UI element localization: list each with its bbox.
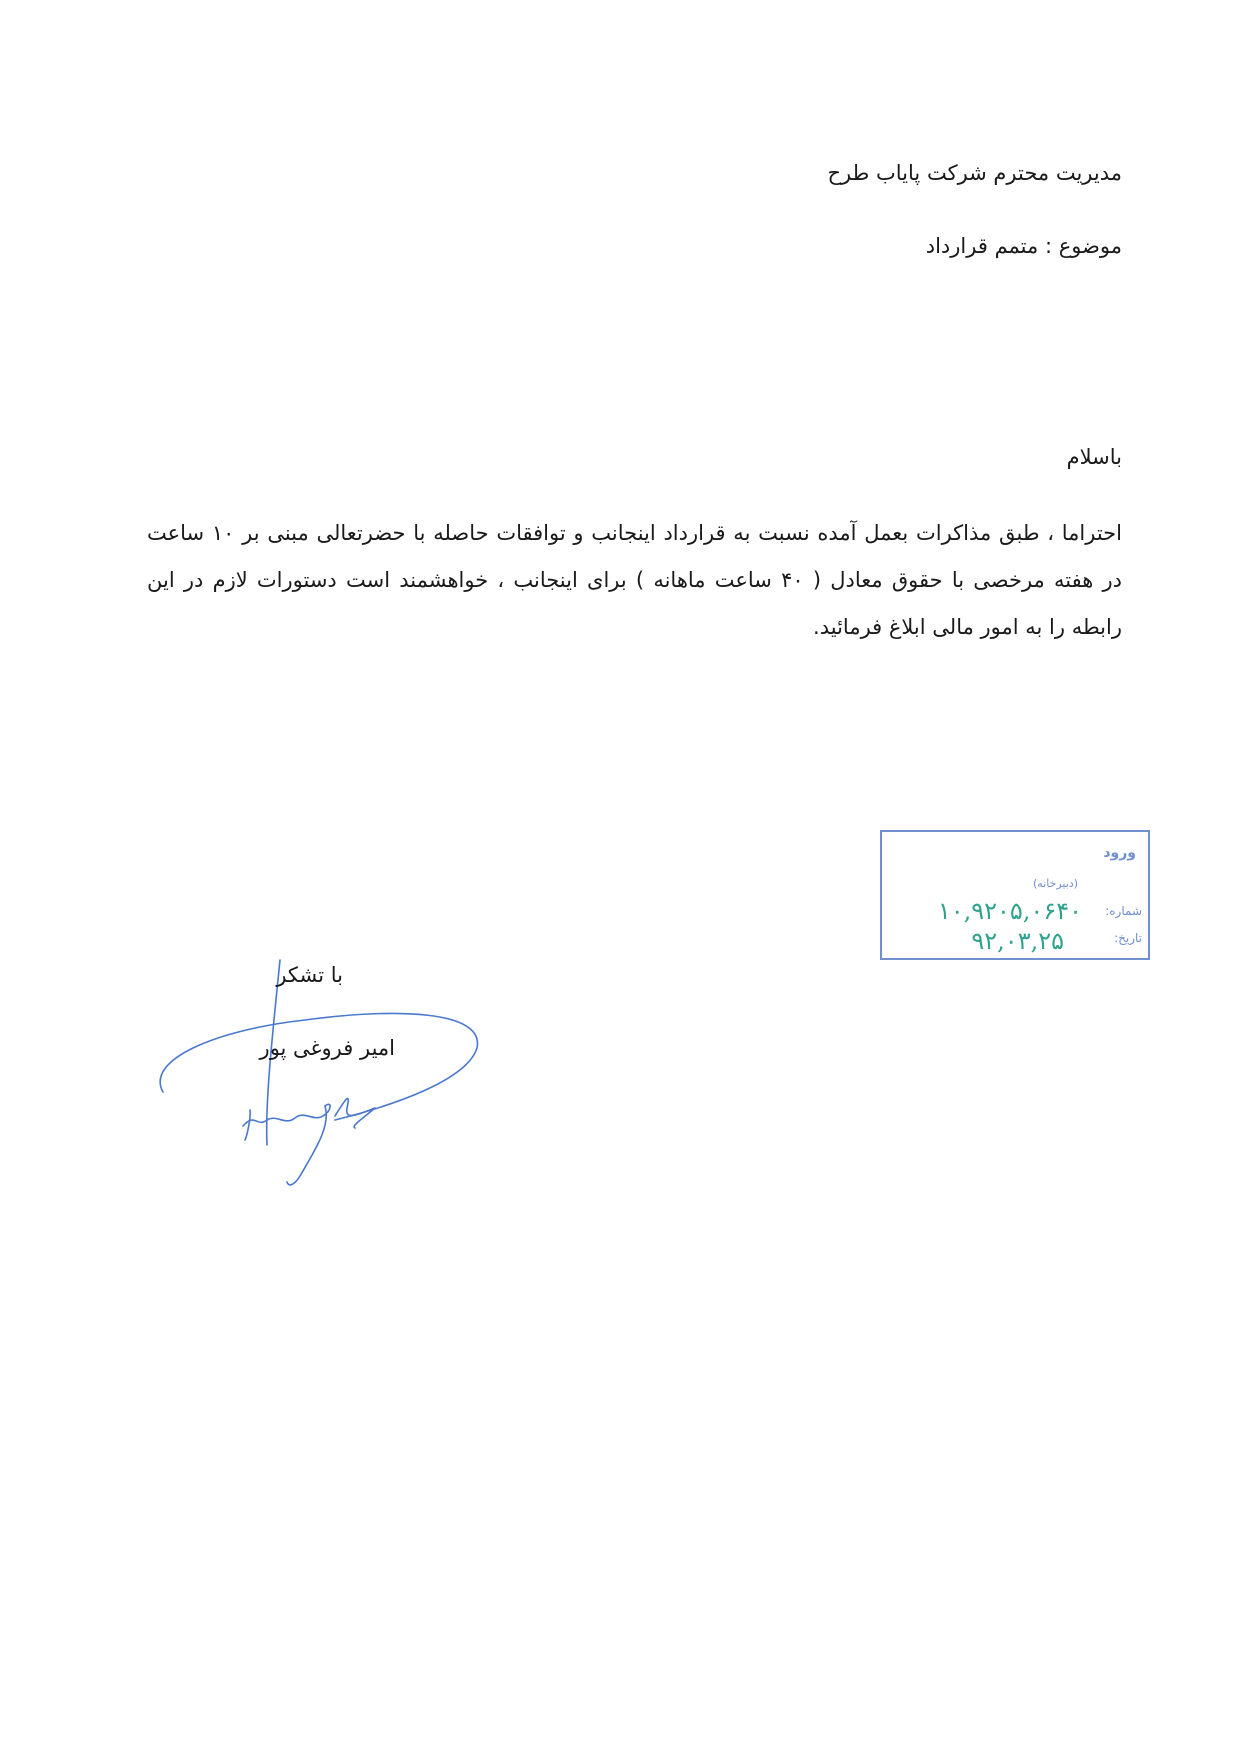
stamp-title: ورود (1103, 845, 1136, 861)
letter-body: احتراما ، طبق مذاکرات بعمل آمده نسبت به قرارداد اینجانب و توافقات حاصله با حضرتعالی مبنی بر ۱۰ ساعت در هفته مرخصی با حقوق معادل ( ۴۰ ساعت ماهانه ) برای اینجانب ، خواهشمند است دستورات لازم در این رابطه را به امور مالی ابلاغ فرمائید. (147, 521, 1122, 639)
subject-line: موضوع : متمم قرارداد (925, 234, 1122, 258)
signature-tail (335, 1098, 375, 1128)
salutation: باسلام (1066, 445, 1122, 469)
stamp-date-value: ۹۲,۰۳,۲۵ (971, 927, 1064, 955)
signer-name: امیر فروغی پور (259, 1036, 395, 1060)
signature-squiggle (243, 1104, 330, 1126)
closing-line: با تشکر (276, 963, 343, 987)
recipient-line: مدیریت محترم شرکت پایاب طرح (827, 161, 1122, 185)
signature-start (245, 1110, 250, 1140)
stamp-number-value: ۱۰,۹۲۰۵,۰۶۴۰ (937, 897, 1082, 925)
signature-loop (160, 1013, 477, 1120)
stamp-number-label: شماره: (1105, 904, 1142, 918)
stamp-subtitle: (دبیرخانه) (1032, 877, 1078, 890)
stamp-date-label: تاریخ: (1114, 931, 1142, 945)
receipt-stamp (880, 830, 1150, 960)
